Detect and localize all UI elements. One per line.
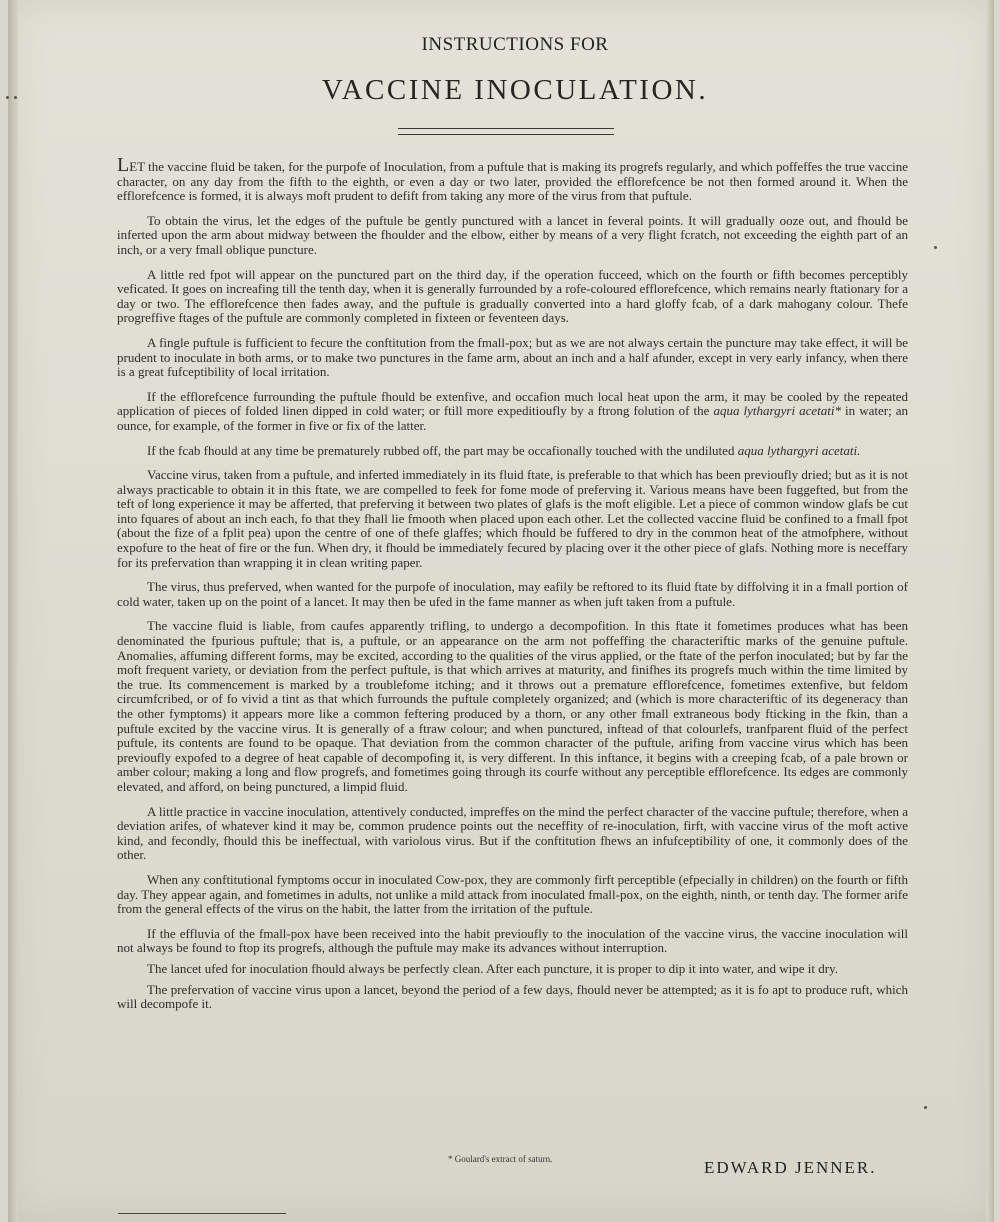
- title-double-rule: [398, 128, 614, 135]
- instructions-body: [117, 154, 909, 1018]
- page-right-edge: [986, 0, 994, 1222]
- paragraph-10: A little practice in vaccine inoculation, attentively conducted, impreffes on the mind the perfect character of the vaccine puftule; therefore, when a deviation arifes, of whatever kind it may be, common prudence points out the neceffity of re-inoculation, firft, with vaccine virus of the moft active kind, and fecondly, fhould this be ineffectual, with variolous virus. But if the conftitution fhews an infufceptibility of one, it commonly does of the other.: [117, 803, 908, 863]
- paragraph-9: The vaccine fluid is liable, from caufes apparently trifling, to undergo a decompofition. In this ftate it fometimes produces what has been denominated the fpurious puftule; that is, a puftule, or an appearance on the arm not poffeffing the characteriftic marks of the genuine puftule. Anomalies, affuming different forms, may be excited, according to the qualities of the virus applied, or the ftate of the perfon inoculated; but by far the moft frequent variety, or deviation from the perfect puftule, is that which arrives at maturity, and finifhes its progrefs much within the time limited by the true. Its commencement is marked by a troublefome itching; and it throws out a premature efflorefcence, fometimes extenfive, but feldom circumfcribed, or of fo vivid a tint as that which furrounds the puftule completely organized; and (which is more characteriftic of its degeneracy than the other fymptoms) it appears more like a common feftering produced by a thorn, or any other fmall extraneous body fticking in the fkin, than a puftule excited by the vaccine virus. It is generally of a ftraw colour; and when punctured, inftead of that colourlefs, tranfparent fluid of the perfect puftule, its contents are found to be opaque. That deviation from the common character of the puftule, arifing from vaccine virus which has been previoufly expofed to a degree of heat capable of decompofing it, is very different. In this inftance, it begins with a creeping fcab, of a pale brown or amber colour; making a long and flow progrefs, and fometimes going through its courfe without any perceptible efflorefcence. Its edges are commonly elevated, and afford, on being punctured, a limpid fluid.: [117, 618, 908, 794]
- drop-cap: L: [117, 154, 130, 176]
- paragraph-14: The prefervation of vaccine virus upon a lancet, beyond the period of a few days, fhould never be attempted; as it is fo apt to produce ruft, which will decompofe it.: [117, 981, 908, 1012]
- page-left-edge: [8, 0, 18, 1222]
- paragraph-7: Vaccine virus, taken from a puftule, and inferted immediately in its fluid ftate, is preferable to that which has been previoufly dried; but as it is not always practicable to obtain it in this ftate, we are compelled to feek for fome mode of preferving it. Various means have been fuggefted, but from the teft of long experience it may be afferted, that preferving it between two plates of glafs is the moft eligible. Let a piece of common window glafs be cut into fquares of about an inch each, fo that they fhall lie fmooth when placed upon each other. Let the collected vaccine fluid be confined to a fmall fpot (about the fize of a fplit pea) upon the centre of one of thefe glaffes; which fhould be fuffered to dry in the common heat of the atmofphere, without expofure to the heat of fire or the fun. When dry, it fhould be immediately fecured by placing over it the other piece of glafs. Nothing more is neceffary for its prefervation than wrapping it in clean writing paper.: [117, 467, 908, 570]
- paragraph-6: If the fcab fhould at any time be prematurely rubbed off, the part may be occafionally touched with the undiluted aqua lythargyri acetati.: [147, 442, 861, 458]
- italic-term: aqua lythargyri acetati*: [713, 403, 841, 419]
- paragraph-2: To obtain the virus, let the edges of the puftule be gently punctured with a lancet in feveral points. It will gradually ooze out, and fhould be inferted upon the arm about midway between the fhoulder and the elbow, either by means of a very flight fcratch, not exceeding the eighth part of an inch, or a very fmall oblique puncture.: [117, 212, 908, 257]
- paragraph-11: When any conftitutional fymptoms occur in inoculated Cow-pox, they are commonly firft perceptible (efpecially in children) on the fourth or fifth day. They appear again, and fometimes in adults, not unlike a mild attack from inoculated fmall-pox, on the eighth, ninth, or tenth day. The former arife from the general effects of the virus on the habit, the latter from the irritation of the puftule.: [117, 871, 908, 917]
- paragraph-5: If the efflorefcence furrounding the puftule fhould be extenfive, and occafion much local heat upon the arm, it may be cooled by the repeated application of pieces of folded linen dipped in cold water; or ftill more expeditioufly by a ftrong folution of the aqua lythargyri acetati* in water; an ounce, for example, of the former in five or fix of the latter.: [117, 388, 909, 433]
- paragraph-13: The lancet ufed for inoculation fhould always be perfectly clean. After each puncture, it is proper to dip it into water, and wipe it dry.: [147, 960, 839, 976]
- bottom-rule: [118, 1213, 286, 1214]
- paragraph-1: LET the vaccine fluid be taken, for the purpofe of Inoculation, from a puftule that is making its progrefs regularly, and which poffeffes the true vaccine character, on any day from the fifth to the eighth, or even a day or two later, provided the efflorefcence be not then formed around it. When the efflorefcence is formed, it is always moft prudent to defift from taking any more of the virus from that puftule.: [117, 154, 908, 204]
- italic-term: aqua lythargyri acetati.: [737, 442, 861, 458]
- title-vaccine-inoculation: VACCINE INOCULATION.: [321, 74, 709, 106]
- paragraph-12: If the effluvia of the fmall-pox have been received into the habit previoufly to the inoculation of the vaccine virus, the vaccine inoculation will not always be found to ftop its progrefs, although the puftule may make its advances without interruption.: [117, 925, 908, 956]
- paragraph-8: The virus, thus preferved, when wanted for the purpofe of inoculation, may eafily be reftored to its fluid ftate by diffolving it in a fmall portion of cold water, taken up on the point of a lancet. It may then be ufed in the fame manner as when juft taken from a puftule.: [117, 579, 908, 609]
- paragraph-3: A little red fpot will appear on the punctured part on the third day, if the operation fucceed, which on the fourth or fifth becomes perceptibly veficated. It goes on increafing till the tenth day, when it is generally furrounded by a rofe-coloured efflorefcence, which remains nearly ftationary for a day or two. The efflorefcence then fades away, and the puftule is gradually converted into a hard gloffy fcab, of a dark mahogany colour. Thefe progreffive ftages of the puftule are commonly completed in fixteen or feventeen days.: [117, 266, 908, 326]
- footnote: * Goulard's extract of saturn.: [448, 1154, 553, 1164]
- paragraph-4: A fingle puftule is fufficient to fecure the conftitution from the fmall-pox; but as we are not always certain the puncture may take effect, it will be prudent to inoculate in both arms, or to make two punctures in the fame arm, about an inch and a half afunder, except in very early infancy, when there is a great fufceptibility of local irritation.: [117, 334, 908, 380]
- signature: EDWARD JENNER.: [704, 1158, 877, 1177]
- title-instructions-for: INSTRUCTIONS FOR: [421, 34, 609, 55]
